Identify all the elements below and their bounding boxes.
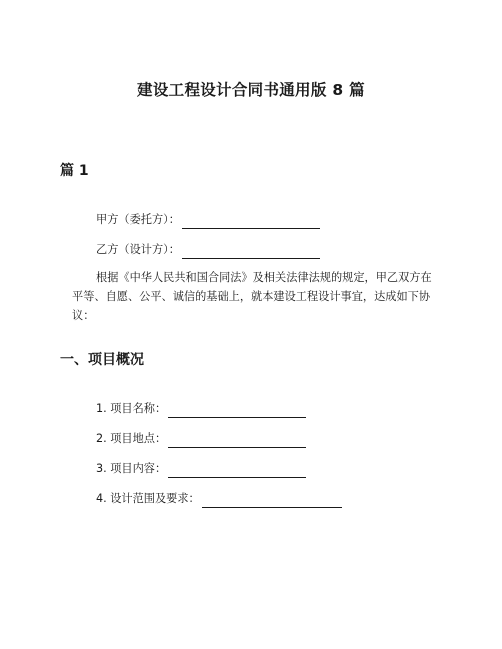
party-a-line <box>96 210 320 229</box>
list-item-blank <box>168 405 306 418</box>
list-item-label: 1. 项目名称： <box>96 402 167 415</box>
party-a-blank <box>182 216 320 229</box>
list-item-label: 3. 项目内容： <box>96 462 167 475</box>
list-item-project-content <box>96 459 306 478</box>
list-item-project-name <box>96 399 306 418</box>
list-item-blank <box>168 435 306 448</box>
party-b-blank <box>182 246 320 259</box>
intro-paragraph: 根据《中华人民共和国合同法》及相关法律法规的规定，甲乙双方在平等、自愿、公平、诚信的基础上，就本建设工程设计事宜，达成如下协议： <box>72 271 432 322</box>
list-item-design-scope <box>96 489 342 508</box>
list-item-project-location <box>96 429 306 448</box>
party-a-label: 甲方（委托方）： <box>96 213 180 226</box>
party-b-line <box>96 240 320 259</box>
list-item-blank <box>202 495 342 508</box>
list-item-label: 2. 项目地点： <box>96 432 167 445</box>
section-heading: 篇 1 <box>60 163 89 179</box>
document-title: 建设工程设计合同书通用版 8 篇 <box>137 81 365 99</box>
list-item-blank <box>168 465 306 478</box>
chapter-heading: 一、项目概况 <box>60 352 144 368</box>
list-item-label: 4. 设计范围及要求： <box>96 492 200 505</box>
party-b-label: 乙方（设计方）： <box>96 243 180 256</box>
